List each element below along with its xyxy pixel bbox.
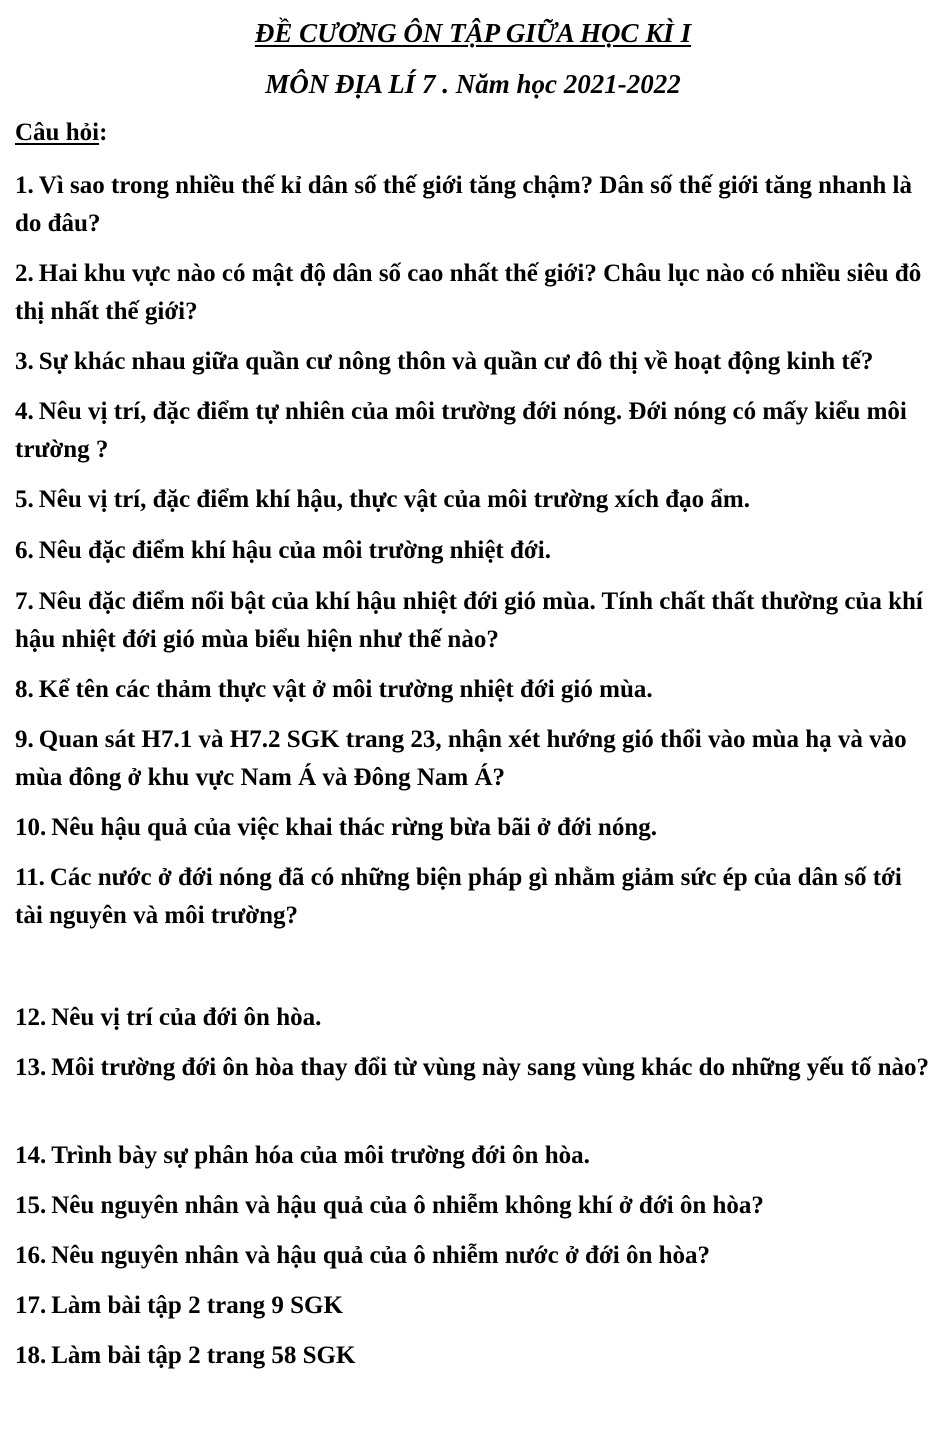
question-item [15, 393, 933, 469]
question-item [15, 1187, 933, 1225]
question-text: Nêu nguyên nhân và hậu quả của ô nhiễm không khí ở đới ôn hòa? [51, 1192, 764, 1219]
question-number: 14. [15, 1142, 47, 1169]
question-item [15, 1237, 933, 1275]
question-item [15, 1049, 933, 1087]
question-item [15, 721, 933, 797]
question-item [15, 532, 933, 570]
question-number: 10. [15, 814, 47, 841]
question-number: 13. [15, 1054, 47, 1081]
question-text: Nêu đặc điểm khí hậu của môi trường nhiệt đới. [38, 537, 551, 564]
question-item [15, 1287, 933, 1325]
question-text: Môi trường đới ôn hòa thay đổi từ vùng này sang vùng khác do những yếu tố nào? [51, 1054, 930, 1081]
questions-heading [15, 117, 107, 149]
question-item [15, 343, 933, 381]
question-item [15, 1337, 933, 1375]
question-number: 9. [15, 726, 34, 753]
question-text: Làm bài tập 2 trang 9 SGK [51, 1292, 343, 1319]
question-item [15, 583, 933, 659]
question-item [15, 999, 933, 1037]
question-text: Nêu vị trí, đặc điểm tự nhiên của môi trường đới nóng. Đới nóng có mấy kiểu môi trường ? [15, 398, 907, 463]
question-number: 8. [15, 676, 34, 703]
question-text: Nêu hậu quả của việc khai thác rừng bừa bãi ở đới nóng. [51, 814, 657, 841]
question-item [15, 809, 933, 847]
question-number: 7. [15, 588, 34, 615]
question-text: Các nước ở đới nóng đã có những biện pháp gì nhằm giảm sức ép của dân số tới tài nguyên và môi trường? [15, 864, 902, 929]
questions-heading-colon: : [99, 119, 108, 146]
question-item [15, 481, 933, 519]
question-text: Sự khác nhau giữa quần cư nông thôn và quần cư đô thị về hoạt động kinh tế? [38, 348, 874, 375]
document-title: ĐỀ CƯƠNG ÔN TẬP GIỮA HỌC KÌ I [254, 18, 692, 48]
question-text: Nêu vị trí của đới ôn hòa. [51, 1004, 322, 1031]
question-number: 11. [15, 864, 45, 891]
question-number: 2. [15, 260, 34, 287]
question-text: Kể tên các thảm thực vật ở môi trường nhiệt đới gió mùa. [38, 676, 653, 703]
question-text: Quan sát H7.1 và H7.2 SGK trang 23, nhận xét hướng gió thổi vào mùa hạ và vào mùa đông ở khu vực Nam Á và Đông Nam Á? [15, 726, 907, 791]
question-number: 6. [15, 537, 34, 564]
question-number: 18. [15, 1342, 47, 1369]
question-number: 12. [15, 1004, 47, 1031]
question-text: Hai khu vực nào có mật độ dân số cao nhất thế giới? Châu lục nào có nhiều siêu đô thị nhất thế giới? [15, 260, 922, 325]
question-item [15, 1137, 933, 1175]
question-number: 4. [15, 398, 34, 425]
question-item [15, 671, 933, 709]
question-item [15, 255, 933, 331]
question-number: 15. [15, 1192, 47, 1219]
question-item [15, 167, 933, 243]
question-text: Vì sao trong nhiều thế kỉ dân số thế giới tăng chậm? Dân số thế giới tăng nhanh là do đâu? [15, 172, 912, 237]
document-subtitle: MÔN ĐỊA LÍ 7 . Năm học 2021-2022 [265, 69, 681, 99]
question-number: 5. [15, 486, 34, 513]
question-text: Nêu nguyên nhân và hậu quả của ô nhiễm nước ở đới ôn hòa? [51, 1242, 711, 1269]
question-text: Làm bài tập 2 trang 58 SGK [51, 1342, 356, 1369]
questions-heading-text: Câu hỏi [15, 119, 100, 146]
question-number: 17. [15, 1292, 47, 1319]
question-number: 1. [15, 172, 34, 199]
question-number: 16. [15, 1242, 47, 1269]
question-item [15, 859, 933, 935]
question-text: Trình bày sự phân hóa của môi trường đới ôn hòa. [51, 1142, 590, 1169]
question-text: Nêu đặc điểm nổi bật của khí hậu nhiệt đới gió mùa. Tính chất thất thường của khí hậu nhiệt đới gió mùa biểu hiện như thế nào? [15, 588, 923, 653]
question-number: 3. [15, 348, 34, 375]
question-text: Nêu vị trí, đặc điểm khí hậu, thực vật của môi trường xích đạo ẩm. [38, 486, 750, 513]
